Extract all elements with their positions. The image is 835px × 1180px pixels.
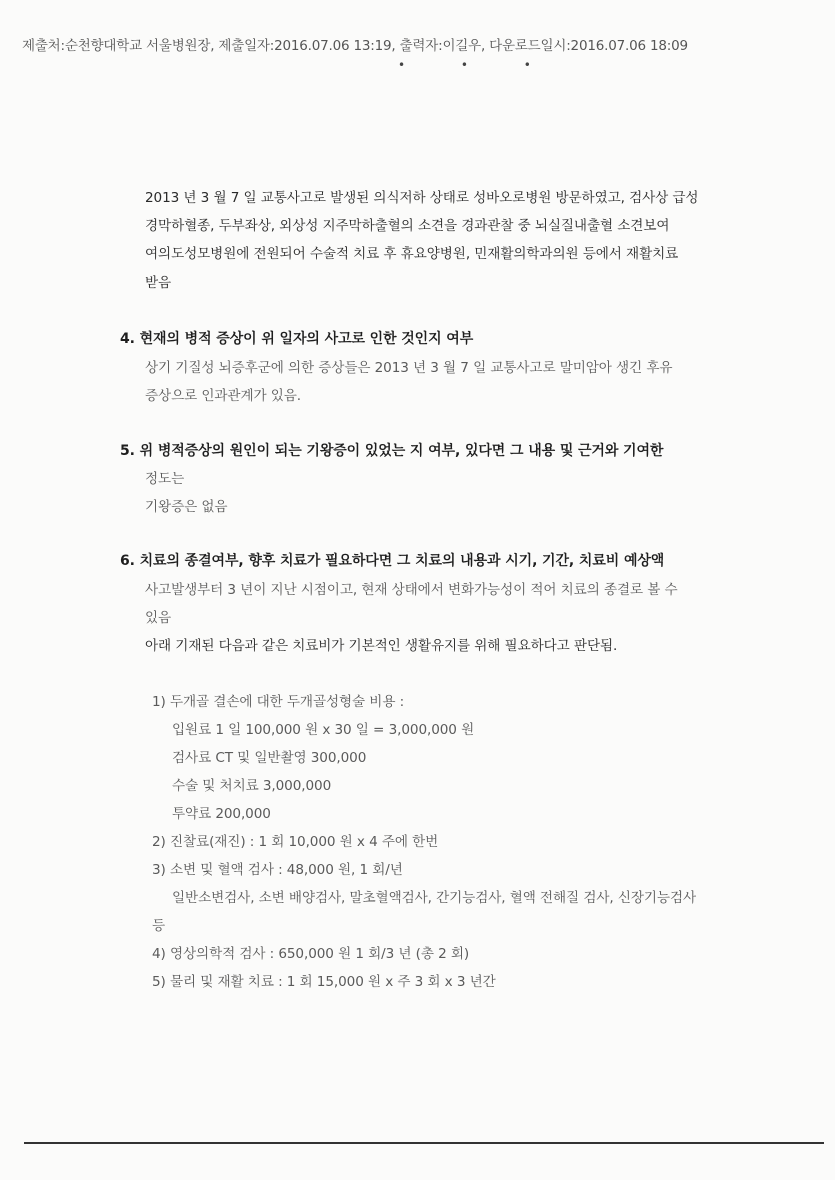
cost-item-3-detail: 일반소변검사, 소변 배양검사, 말초혈액검사, 간기능검사, 혈액 전해질 검사, 신장기능검사	[172, 890, 697, 906]
section-4-heading: 4. 현재의 병적 증상이 위 일자의 사고로 인한 것인지 여부	[120, 331, 474, 347]
cost-item-4: 4) 영상의학적 검사 : 650,000 원 1 회/3 년 (총 2 회)	[152, 946, 470, 962]
history-line-3: 여의도성모병원에 전원되어 수술적 치료 후 휴요양병원, 민재활의학과의원 등에서 재활치료	[145, 246, 679, 262]
cost-item-5: 5) 물리 및 재활 치료 : 1 회 15,000 원 x 주 3 회 x 3 년간	[152, 974, 496, 990]
cost-item-1: 1) 두개골 결손에 대한 두개골성형술 비용 :	[152, 694, 405, 710]
print-header: 제출처:순천향대학교 서울병원장, 제출일자:2016.07.06 13:19, 출력자:이길우, 다운로드일시:2016.07.06 18:09	[22, 38, 688, 54]
section-5-heading: 5. 위 병적증상의 원인이 되는 기왕증이 있었는 지 여부, 있다면 그 내용 및 근거와 기여한	[120, 443, 664, 459]
section-4-line-2: 증상으로 인과관계가 있음.	[145, 388, 302, 404]
section-5-heading-cont: 정도는	[145, 471, 185, 487]
header-marks: • • •	[398, 58, 557, 72]
bottom-rule	[24, 1142, 824, 1144]
cost-item-2: 2) 진찰료(재진) : 1 회 10,000 원 x 4 주에 한번	[152, 834, 439, 850]
cost-item-1-admission: 입원료 1 일 100,000 원 x 30 일 = 3,000,000 원	[172, 722, 475, 738]
section-6-line-3: 아래 기재된 다음과 같은 치료비가 기본적인 생활유지를 위해 필요하다고 판단됨.	[145, 638, 618, 654]
section-6-line-2: 있음	[145, 610, 172, 626]
section-4-line-1: 상기 기질성 뇌증후군에 의한 증상들은 2013 년 3 월 7 일 교통사고로 말미암아 생긴 후유	[145, 360, 673, 376]
cost-item-1-medication: 투약료 200,000	[172, 806, 271, 822]
cost-item-3: 3) 소변 및 혈액 검사 : 48,000 원, 1 회/년	[152, 862, 403, 878]
cost-item-3-detail-end: 등	[152, 918, 166, 934]
history-line-1: 2013 년 3 월 7 일 교통사고로 발생된 의식저하 상태로 성바오로병원 방문하였고, 검사상 급성	[145, 190, 699, 206]
cost-item-1-surgery: 수술 및 처치료 3,000,000	[172, 778, 332, 794]
cost-item-1-exam: 검사료 CT 및 일반촬영 300,000	[172, 750, 367, 766]
history-line-2: 경막하혈종, 두부좌상, 외상성 지주막하출혈의 소견을 경과관찰 중 뇌실질내출혈 소견보여	[145, 218, 670, 234]
section-6-heading: 6. 치료의 종결여부, 향후 치료가 필요하다면 그 치료의 내용과 시기, 기간, 치료비 예상액	[120, 553, 665, 569]
section-5-line-1: 기왕증은 없음	[145, 499, 228, 515]
history-line-4: 받음	[145, 275, 172, 291]
section-6-line-1: 사고발생부터 3 년이 지난 시점이고, 현재 상태에서 변화가능성이 적어 치료의 종결로 볼 수	[145, 582, 678, 598]
